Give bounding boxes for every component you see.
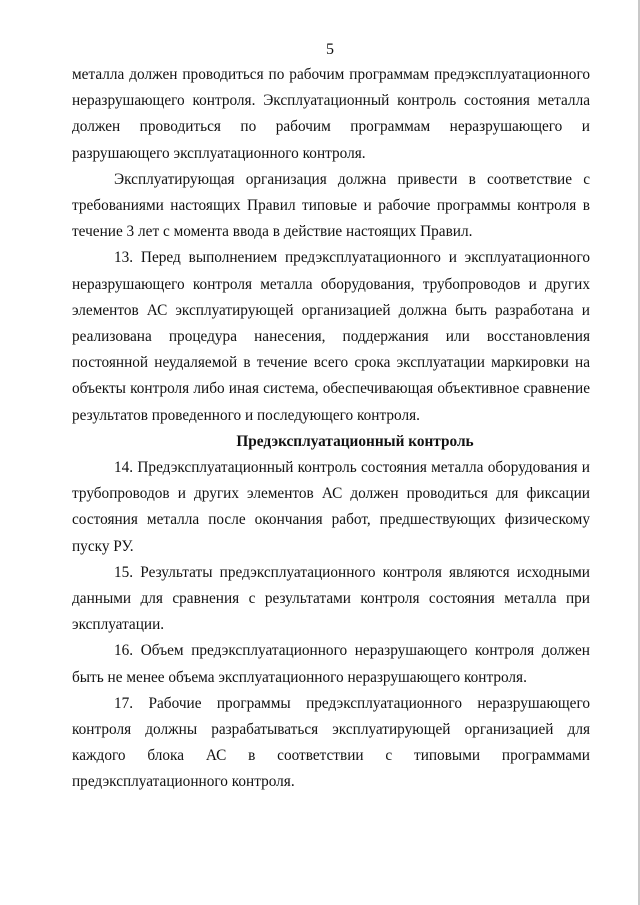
document-body [72, 62, 590, 796]
paragraph-17: 17. Рабочие программы предэксплуатационного неразрушающего контроля должны разрабатываться эксплуатирующей организацией для каждого блока АС в соответствии с типовыми программами предэксплуатационного контроля. [72, 694, 590, 791]
section-heading: Предэксплуатационный контроль [236, 432, 474, 450]
page-number: 5 [326, 41, 334, 58]
paragraph-13: 13. Перед выполнением предэксплуатационного и эксплуатационного неразрушающего контроля металла оборудования, трубопроводов и других элементов АС эксплуатирующей организацией должна быть разработана и реализована процедура нанесения, поддержания или восстановления постоянной неудаляемой в течение всего срока эксплуатации маркировки на объекты контроля либо иная система, обеспечивающая объективное сравнение результатов проведенного и последующего контроля. [72, 249, 590, 424]
paragraph-14: 14. Предэксплуатационный контроль состояния металла оборудования и трубопроводов и других элементов АС должен проводиться для фиксации состояния металла после окончания работ, предшествующих физическому пуску РУ. [72, 459, 590, 555]
paragraph-15: 15. Результаты предэксплуатационного контроля являются исходными данными для сравнения с результатами контроля состояния металла при эксплуатации. [72, 563, 590, 634]
paragraph-continuation: металла должен проводиться по рабочим программам предэксплуатационного неразрушающего контроля. Эксплуатационный контроль состояния металла должен проводиться по рабочим программам неразрушающего и разрушающего эксплуатационного контроля. [72, 66, 590, 162]
paragraph-operating-organization: Эксплуатирующая организация должна привести в соответствие с требованиями настоящих Правил типовые и рабочие программы контроля в течение 3 лет с момента ввода в действие настоящих Правил. [72, 170, 590, 241]
paragraph-16: 16. Объем предэксплуатационного неразрушающего контроля должен быть не менее объема эксплуатационного неразрушающего контроля. [72, 642, 590, 686]
